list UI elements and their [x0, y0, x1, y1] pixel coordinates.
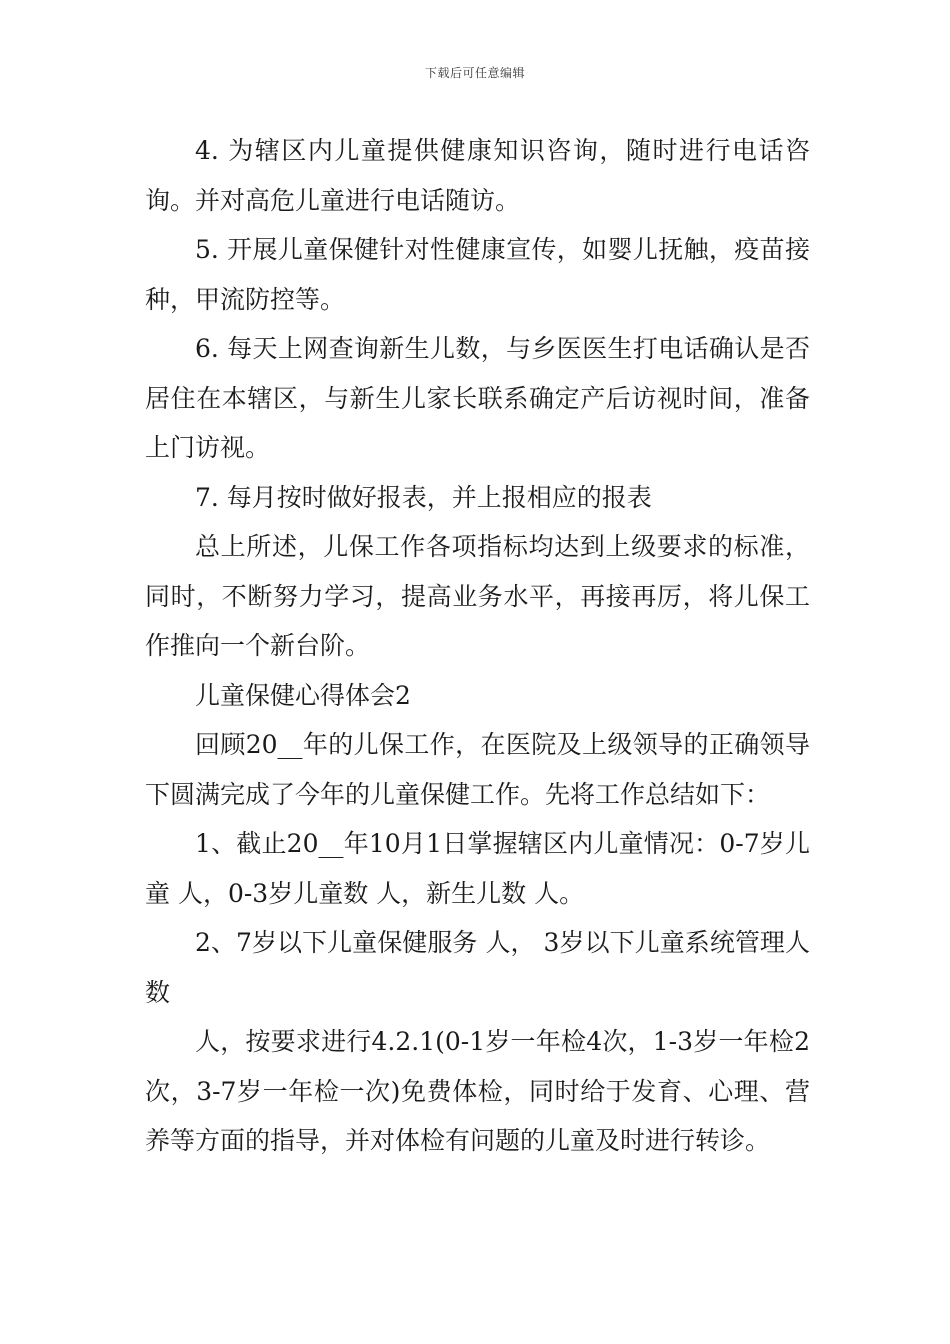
- paragraph-item-4: 4. 为辖区内儿童提供健康知识咨询，随时进行电话咨询。并对高危儿童进行电话随访。: [145, 136, 810, 215]
- page-header: 下载后可任意编辑: [424, 66, 525, 80]
- paragraph-review: 回顾20__年的儿保工作，在医院及上级领导的正确领导下圆满完成了今年的儿童保健工作。先将工作总结如下：: [145, 730, 810, 809]
- paragraph-checkup: 人，按要求进行4.2.1(0-1岁一年检4次，1-3岁一年检2次，3-7岁一年检一次)免费体检，同时给于发育、心理、营养等方面的指导，并对体检有问题的儿童及时进行转诊。: [145, 1027, 810, 1155]
- paragraph-item-5: 5. 开展儿童保健针对性健康宣传，如婴儿抚触，疫苗接种，甲流防控等。: [145, 235, 810, 314]
- paragraph-item-6: 6. 每天上网查询新生儿数，与乡医医生打电话确认是否居住在本辖区，与新生儿家长联系确定产后访视时间，准备上门访视。: [145, 334, 810, 462]
- paragraph-item-7: 7. 每月按时做好报表，并上报相应的报表: [195, 482, 652, 512]
- paragraph-summary: 总上所述，儿保工作各项指标均达到上级要求的标准，同时，不断努力学习，提高业务水平，再接再厉，将儿保工作推向一个新台阶。: [145, 532, 810, 660]
- section-heading: 儿童保健心得体会2: [195, 680, 411, 710]
- paragraph-point-1: 1、截止20__年10月1日掌握辖区内儿童情况：0-7岁儿童 人，0-3岁儿童数 人，新生儿数 人。: [145, 829, 810, 908]
- document-body: [145, 126, 810, 1166]
- paragraph-point-2: 2、7岁以下儿童保健服务 人， 3岁以下儿童系统管理人数: [145, 928, 810, 1007]
